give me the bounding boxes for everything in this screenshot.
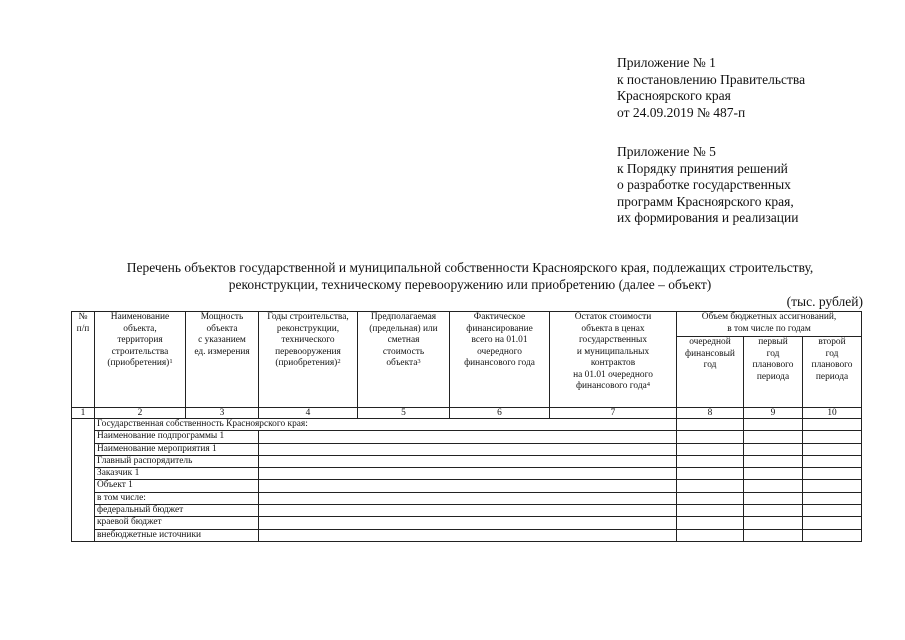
- unit-label: (тыс. рублей): [786, 294, 863, 309]
- header-text: периода: [756, 371, 790, 382]
- column-number: 3: [186, 408, 259, 419]
- header-col-2: [95, 312, 186, 408]
- header-text: на 01.01 очередного: [573, 369, 653, 380]
- table-cell: [259, 431, 677, 443]
- appendix-5-line: программ Красноярского края,: [617, 193, 794, 209]
- table-cell: [259, 443, 677, 455]
- table-cell: [744, 443, 803, 455]
- table-cell: [803, 529, 862, 541]
- table-row: [72, 468, 862, 480]
- header-text: второй: [818, 337, 846, 347]
- header-text: Наименование: [110, 312, 170, 322]
- column-number: 8: [677, 408, 744, 419]
- table-cell: [803, 517, 862, 529]
- table-cell: [744, 468, 803, 480]
- header-text: [552, 381, 674, 393]
- table-cell: [677, 455, 744, 467]
- title-line-1: Перечень объектов государственной и муниципальной собственности Красноярского края, подлежащих строительству,: [126, 260, 814, 275]
- header-text: Мощность: [200, 312, 244, 322]
- table-cell: [744, 529, 803, 541]
- title-line-2: реконструкции, техническому перевооружению или приобретению (далее – объект): [228, 277, 712, 292]
- header-col-8: [677, 337, 744, 408]
- table-row: [72, 443, 862, 455]
- header-text: периода: [815, 371, 849, 382]
- header-text: Фактическое: [473, 312, 526, 322]
- footnote-mark: 2: [337, 358, 341, 365]
- appendix-5-line: Приложение № 5: [617, 144, 716, 159]
- header-text: контрактов: [590, 358, 636, 368]
- table-cell: [744, 419, 803, 431]
- table-cell: [803, 455, 862, 467]
- table-cell: [803, 468, 862, 480]
- table-row: [72, 419, 862, 431]
- table-row: [72, 505, 862, 517]
- table-cell: [677, 529, 744, 541]
- table-cell: [803, 443, 862, 455]
- header-text: №: [78, 312, 88, 322]
- header-text: п/п: [76, 323, 90, 334]
- header-col-6: [450, 312, 550, 408]
- table-cell: [259, 492, 677, 504]
- row-label: в том числе:: [95, 492, 259, 504]
- table-cell: [744, 431, 803, 443]
- header-text: территория: [117, 335, 163, 345]
- header-text: очередной: [689, 337, 731, 347]
- column-number: 10: [803, 408, 862, 419]
- appendix-1-line: Приложение № 1: [617, 55, 716, 70]
- appendix-5-line: их формирования и реализации: [617, 210, 799, 225]
- header-text: планового: [752, 360, 794, 370]
- appendix-5-block: [617, 144, 798, 227]
- table-cell: [677, 443, 744, 455]
- table-cell: [259, 529, 677, 541]
- table-cell: [677, 419, 744, 431]
- table-cell: [744, 517, 803, 529]
- header-row-1: [72, 312, 862, 337]
- header-col-9: [744, 337, 803, 408]
- header-col-1: [72, 312, 95, 408]
- row-label: Объект 1: [95, 480, 259, 492]
- table-cell: [677, 480, 744, 492]
- column-number-row: [72, 408, 862, 419]
- header-text-inline: (приобретения): [275, 358, 338, 368]
- header-text: [97, 358, 183, 370]
- header-text: объекта,: [123, 323, 157, 334]
- header-text: всего на 01.01: [471, 335, 528, 345]
- header-text: с указанием: [198, 335, 246, 345]
- header-text: объекта в ценах: [581, 323, 645, 334]
- table-cell: [744, 480, 803, 492]
- table-cell: [259, 455, 677, 467]
- footnote-mark: 3: [417, 358, 421, 365]
- column-number: 9: [744, 408, 803, 419]
- header-text: стоимость: [382, 346, 425, 357]
- header-text: и муниципальных: [576, 346, 650, 357]
- header-col-3: [186, 312, 259, 408]
- row-number-cell: [72, 419, 95, 542]
- appendix-1-block: [617, 55, 805, 121]
- header-text: финансирование: [466, 323, 533, 334]
- header-text: Предполагаемая: [370, 312, 437, 322]
- appendix-1-line: Красноярского края: [617, 88, 731, 103]
- table-cell: [744, 505, 803, 517]
- footnote-mark: 4: [646, 381, 651, 388]
- row-label: внебюджетные источники: [95, 529, 259, 541]
- row-label: Заказчик 1: [95, 468, 259, 480]
- header-text: строительства: [111, 346, 169, 357]
- table-cell: [803, 431, 862, 443]
- appendix-1-line: к постановлению Правительства: [617, 71, 806, 87]
- header-text: год: [825, 348, 839, 359]
- row-label: Государственная собственность Красноярского края:: [95, 419, 677, 431]
- row-label: Главный распорядитель: [95, 455, 259, 467]
- header-text: объекта: [206, 323, 238, 334]
- header-text: очередного: [477, 346, 522, 357]
- header-text: год: [703, 360, 717, 370]
- column-number: 2: [95, 408, 186, 419]
- header-text: финансовый: [685, 348, 735, 359]
- table-cell: [259, 517, 677, 529]
- table-cell: [803, 419, 862, 431]
- table-row: [72, 455, 862, 467]
- table-cell: [677, 505, 744, 517]
- header-text: ед. измерения: [194, 346, 250, 357]
- table-row: [72, 529, 862, 541]
- header-group-budget: [677, 312, 862, 337]
- table-cell: [677, 468, 744, 480]
- table-cell: [677, 517, 744, 529]
- column-number: 7: [550, 408, 677, 419]
- table-cell: [803, 480, 862, 492]
- header-text: (предельная) или: [369, 323, 438, 334]
- table-cell: [259, 505, 677, 517]
- header-text-inline: финансового года: [575, 381, 647, 391]
- table-cell: [744, 455, 803, 467]
- column-number: 4: [259, 408, 358, 419]
- appendix-1-line: от 24.09.2019 № 487-п: [617, 104, 746, 120]
- header-text-inline: (приобретения): [107, 358, 170, 368]
- header-text: Остаток стоимости: [574, 312, 652, 322]
- header-text: финансового года: [464, 358, 535, 368]
- header-text: Объем бюджетных ассигнований,: [701, 312, 837, 322]
- appendix-5-line: к Порядку принятия решений: [617, 160, 788, 176]
- column-number: 6: [450, 408, 550, 419]
- row-label: Наименование мероприятия 1: [95, 443, 259, 455]
- column-number: 1: [72, 408, 95, 419]
- header-text: сметная: [387, 335, 420, 345]
- header-text: перевооружения: [275, 346, 341, 357]
- header-text: планового: [811, 360, 853, 370]
- table-cell: [677, 431, 744, 443]
- header-text: [261, 358, 355, 370]
- header-text: Годы строительства,: [267, 312, 349, 322]
- header-text-inline: объекта: [386, 358, 418, 368]
- table-row: [72, 480, 862, 492]
- table-cell: [803, 492, 862, 504]
- table-cell: [259, 480, 677, 492]
- header-text: [360, 358, 447, 370]
- table-row: [72, 492, 862, 504]
- table-cell: [803, 505, 862, 517]
- table-row: [72, 517, 862, 529]
- table-cell: [259, 468, 677, 480]
- table-row: [72, 431, 862, 443]
- header-col-4: [259, 312, 358, 408]
- header-text: первый: [758, 337, 788, 347]
- header-text: государственных: [578, 335, 648, 345]
- header-text: в том числе по годам: [727, 323, 811, 334]
- table-cell: [744, 492, 803, 504]
- footnote-mark: 1: [169, 358, 173, 365]
- document-title: [60, 259, 880, 293]
- objects-table: [71, 311, 862, 542]
- column-number: 5: [358, 408, 450, 419]
- header-col-5: [358, 312, 450, 408]
- header-col-10: [803, 337, 862, 408]
- header-text: год: [766, 348, 780, 359]
- appendix-5-line: о разработке государственных: [617, 177, 791, 192]
- row-label: Наименование подпрограммы 1: [95, 431, 259, 443]
- header-text: технического: [281, 335, 335, 345]
- header-col-7: [550, 312, 677, 408]
- row-label: краевой бюджет: [95, 517, 259, 529]
- table-cell: [677, 492, 744, 504]
- row-label: федеральный бюджет: [95, 505, 259, 517]
- header-text: реконструкции,: [276, 323, 340, 334]
